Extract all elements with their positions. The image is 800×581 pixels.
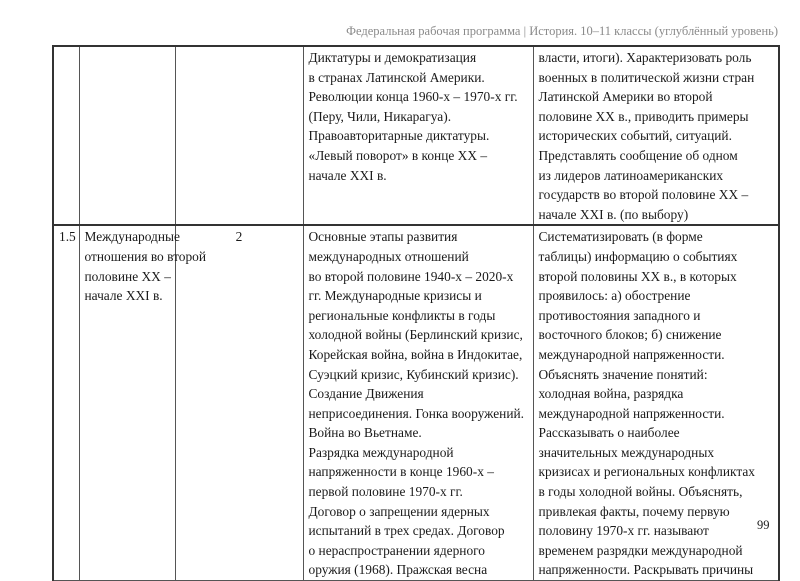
text-line: первой половине 1970-х гг.	[308, 484, 463, 500]
cell-hours: 2	[175, 225, 303, 580]
text-line: противостояния западного и	[538, 307, 701, 323]
text-line: Объяснять значение понятий:	[538, 366, 708, 382]
text-line: начале XXI в.	[308, 167, 387, 183]
text-line: отношения во второй	[84, 248, 207, 264]
text-line: Договор о запрещении ядерных	[308, 503, 490, 519]
text-line: Диктатуры и демократизация	[308, 50, 477, 65]
text-line: (Перу, Чили, Никарагуа).	[308, 108, 452, 124]
text-line: о нераспространении ядерного	[308, 542, 486, 558]
page-number: 99	[757, 518, 770, 532]
text-line: из лидеров латиноамериканских	[538, 167, 724, 183]
text-line: холодной войны (Берлинский кризис,	[308, 327, 523, 343]
table-row	[53, 46, 779, 225]
text-line: Война во Вьетнаме.	[308, 425, 422, 441]
text-line: международной напряженности.	[538, 405, 725, 421]
text-line: привлекая факты, почему первую	[538, 503, 730, 519]
text-line: начале XXI в. (по выбору)	[538, 206, 689, 222]
text-line: Международные	[84, 229, 180, 245]
text-line: значительных международных	[538, 444, 715, 460]
text-line: в годы холодной войны. Объяснять,	[538, 484, 743, 500]
text-line: проявилось: а) обострение	[538, 288, 691, 304]
text-line: половине XX в., приводить примеры	[538, 108, 749, 124]
cell-content	[303, 46, 533, 225]
text-line: кризисах и региональных конфликтах	[538, 464, 756, 480]
text-line: власти, итоги). Характеризовать роль	[538, 50, 752, 65]
text-line: гг. Международные кризисы и	[308, 288, 482, 304]
running-header: Федеральная рабочая программа | История. 10–11 классы (углублённый уровень)	[346, 24, 778, 38]
text-line: Революции конца 1960-х – 1970-х гг.	[308, 89, 518, 105]
text-line: международной напряженности.	[538, 346, 725, 362]
text-line: временем разрядки международной	[538, 542, 743, 558]
text-line: во второй половине 1940-х – 2020-х	[308, 268, 514, 284]
curriculum-table	[52, 45, 780, 581]
text-line: Создание Движения	[308, 386, 424, 402]
text-line: Систематизировать (в форме	[538, 229, 703, 245]
text-line: оружия (1968). Пражская весна	[308, 562, 488, 578]
text-line: Суэцкий кризис, Кубинский кризис).	[308, 366, 519, 382]
text-line: второй половины XX в., в которых	[538, 268, 737, 284]
text-line: холодная война, разрядка	[538, 386, 684, 402]
text-line: исторических событий, ситуаций.	[538, 128, 732, 144]
cell-number	[53, 46, 79, 225]
text-line: половине XX –	[84, 268, 171, 284]
text-line: таблицы) информацию о событиях	[538, 248, 738, 264]
text-line: международных отношений	[308, 248, 469, 264]
text-line: Корейская война, война в Индокитае,	[308, 346, 523, 362]
text-line: в странах Латинской Америки.	[308, 69, 485, 85]
text-line: региональные конфликты в годы	[308, 307, 496, 323]
text-line: военных в политической жизни стран	[538, 69, 755, 85]
text-line: испытаний в трех средах. Договор	[308, 523, 505, 539]
text-line: Представлять сообщение об одном	[538, 147, 738, 163]
cell-topic	[79, 46, 175, 225]
text-line: Правоавторитарные диктатуры.	[308, 128, 490, 144]
cell-activities	[533, 46, 779, 225]
cell-number: 1.5	[53, 225, 79, 580]
table-row	[53, 225, 779, 580]
text-line: государств во второй половине XX –	[538, 187, 749, 203]
text-line: Основные этапы развития	[308, 229, 458, 245]
text-line: половину 1970-х гг. называют	[538, 523, 709, 539]
cell-activities	[533, 225, 779, 580]
text-line: напряженности. Раскрывать причины	[538, 562, 754, 578]
text-line: Рассказывать о наиболее	[538, 425, 680, 441]
text-line: Латинской Америки во второй	[538, 89, 713, 105]
text-line: Разрядка международной	[308, 444, 454, 460]
cell-content	[303, 225, 533, 580]
text-line: восточного блоков; б) снижение	[538, 327, 722, 343]
text-line: неприсоединения. Гонка вооружений.	[308, 405, 525, 421]
cell-hours	[175, 46, 303, 225]
cell-topic	[79, 225, 207, 580]
text-line: «Левый поворот» в конце XX –	[308, 147, 488, 163]
text-line: напряженности в конце 1960-х –	[308, 464, 494, 480]
text-line: начале XXI в.	[84, 288, 163, 304]
